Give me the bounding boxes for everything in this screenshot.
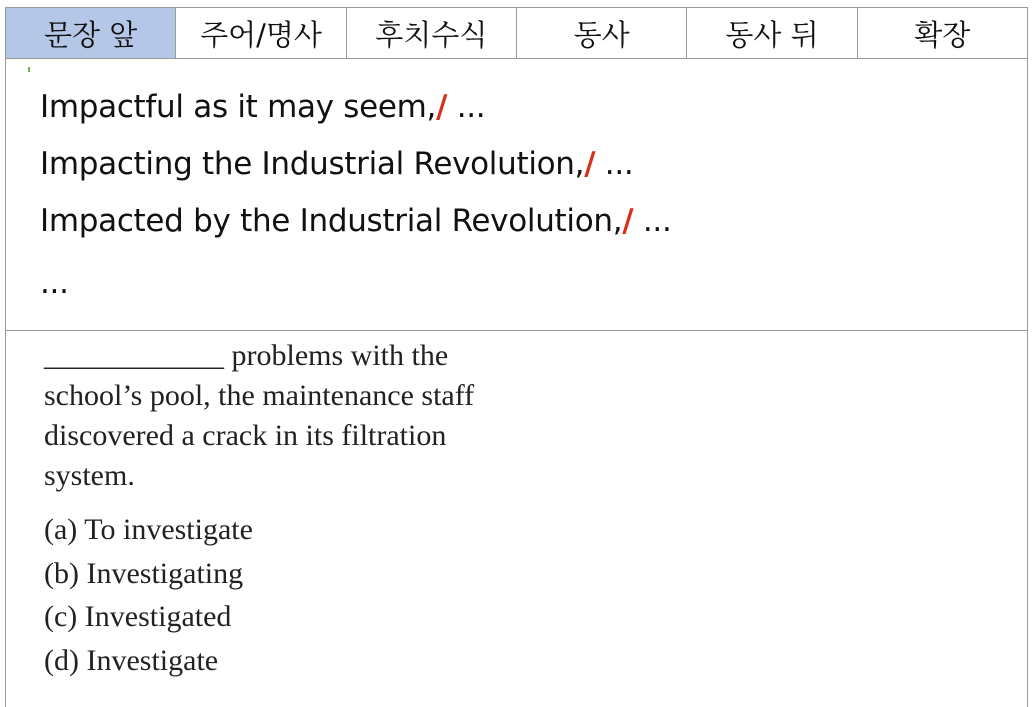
option-c[interactable]: (c) Investigated [44, 600, 232, 633]
option-d[interactable]: (d) Investigate [44, 643, 219, 677]
pattern-line-2 [40, 146, 633, 182]
option-a[interactable]: (a) To investigate [44, 513, 253, 546]
stem-line-4: system. [44, 459, 135, 492]
pattern-tail: ... [595, 146, 634, 182]
tab-verb[interactable]: 동사 [517, 8, 687, 58]
pattern-line-1 [40, 89, 485, 125]
pattern-text: Impactful as it may seem, [40, 89, 437, 125]
cursor-mark [28, 67, 30, 72]
pattern-line-3 [40, 203, 672, 239]
tab-extension[interactable]: 확장 [914, 17, 971, 52]
slash-mark: / [622, 203, 634, 239]
slash-mark: / [436, 89, 448, 125]
answer-blank: ____________ [44, 339, 224, 372]
question-block [44, 336, 564, 682]
pattern-text: Impacting the Industrial Revolution, [40, 146, 585, 182]
slash-mark: / [584, 146, 596, 182]
pattern-panel [6, 59, 1027, 331]
pattern-text: Impacted by the Industrial Revolution, [40, 203, 623, 239]
question-stem [44, 336, 564, 496]
option-b[interactable]: (b) Investigating [44, 556, 244, 590]
tab-bar [6, 7, 1027, 59]
stem-line-1 [44, 336, 564, 376]
pattern-tail: ... [633, 203, 672, 239]
stem-line-2: school’s pool, the maintenance staff [44, 379, 475, 412]
pattern-tail: ... [447, 89, 486, 125]
tab-after-verb[interactable]: 동사 뒤 [687, 8, 857, 58]
tab-post-modifier[interactable]: 후치수식 [347, 8, 517, 58]
stem-text: problems with the [224, 339, 449, 372]
tab-sentence-start[interactable]: 문장 앞 [6, 8, 176, 58]
answer-options [44, 508, 564, 682]
stem-line-3: discovered a crack in its filtration [44, 419, 447, 452]
tab-subject-noun[interactable]: 주어/명사 [176, 8, 346, 58]
pattern-ellipsis: ... [40, 265, 69, 301]
